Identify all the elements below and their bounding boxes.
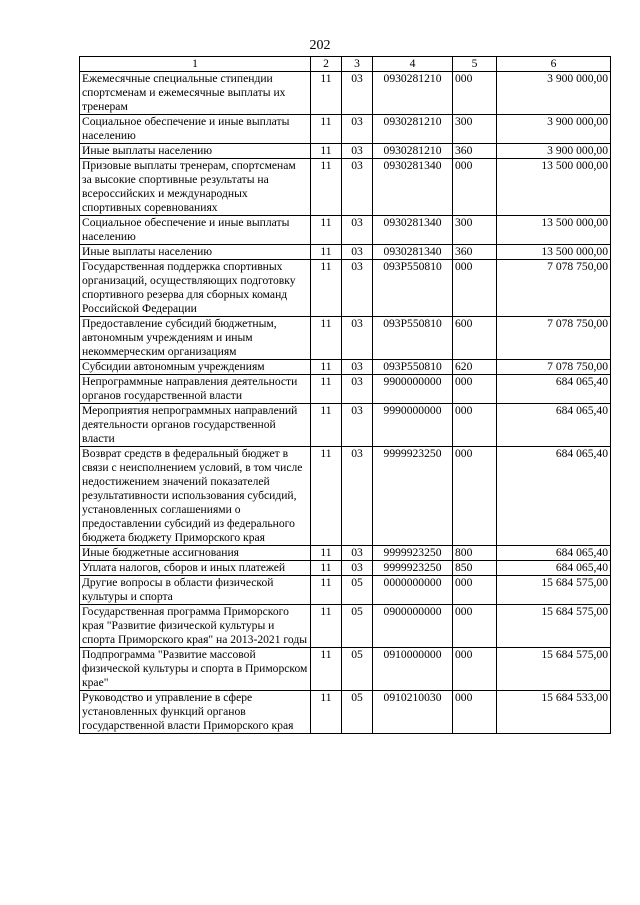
table-row xyxy=(80,360,611,375)
table-row xyxy=(80,72,611,115)
section-code: 11 xyxy=(311,216,342,245)
table-row xyxy=(80,546,611,561)
expense-type-code: 360 xyxy=(453,245,497,260)
subsection-code: 03 xyxy=(342,360,373,375)
section-code: 11 xyxy=(311,546,342,561)
row-name: Предоставление субсидий бюджетным, автономным учреждениям и иным некоммерческим организациям xyxy=(80,317,311,360)
subsection-code: 03 xyxy=(342,404,373,447)
column-header-6: 6 xyxy=(497,57,611,72)
amount: 13 500 000,00 xyxy=(497,216,611,245)
column-header-5: 5 xyxy=(453,57,497,72)
amount: 7 078 750,00 xyxy=(497,317,611,360)
amount: 7 078 750,00 xyxy=(497,260,611,317)
subsection-code: 03 xyxy=(342,245,373,260)
row-name: Уплата налогов, сборов и иных платежей xyxy=(80,561,311,576)
expense-type-code: 850 xyxy=(453,561,497,576)
target-article-code: 9900000000 xyxy=(373,375,453,404)
subsection-code: 05 xyxy=(342,605,373,648)
table-row xyxy=(80,144,611,159)
row-name: Иные выплаты населению xyxy=(80,245,311,260)
target-article-code: 9990000000 xyxy=(373,404,453,447)
row-name: Социальное обеспечение и иные выплаты населению xyxy=(80,115,311,144)
table-row xyxy=(80,605,611,648)
subsection-code: 05 xyxy=(342,648,373,691)
amount: 3 900 000,00 xyxy=(497,144,611,159)
row-name: Государственная программа Приморского края "Развитие физической культуры и спорта Приморского края" на 2013-2021 годы xyxy=(80,605,311,648)
section-code: 11 xyxy=(311,576,342,605)
target-article-code: 9999923250 xyxy=(373,546,453,561)
table-row xyxy=(80,648,611,691)
column-header-1: 1 xyxy=(80,57,311,72)
target-article-code: 9999923250 xyxy=(373,447,453,546)
table-row xyxy=(80,216,611,245)
amount: 684 065,40 xyxy=(497,404,611,447)
expense-type-code: 300 xyxy=(453,216,497,245)
target-article-code: 0930281340 xyxy=(373,245,453,260)
column-header-4: 4 xyxy=(373,57,453,72)
expense-type-code: 000 xyxy=(453,260,497,317)
section-code: 11 xyxy=(311,561,342,576)
expense-type-code: 000 xyxy=(453,404,497,447)
target-article-code: 093P550810 xyxy=(373,260,453,317)
amount: 684 065,40 xyxy=(497,375,611,404)
amount: 15 684 575,00 xyxy=(497,605,611,648)
row-name: Иные бюджетные ассигнования xyxy=(80,546,311,561)
section-code: 11 xyxy=(311,447,342,546)
amount: 684 065,40 xyxy=(497,447,611,546)
subsection-code: 03 xyxy=(342,159,373,216)
table-body xyxy=(80,57,611,734)
target-article-code: 0910000000 xyxy=(373,648,453,691)
column-header-3: 3 xyxy=(342,57,373,72)
column-header-2: 2 xyxy=(311,57,342,72)
subsection-code: 03 xyxy=(342,546,373,561)
row-name: Мероприятия непрограммных направлений деятельности органов государственной власти xyxy=(80,404,311,447)
target-article-code: 093P550810 xyxy=(373,317,453,360)
subsection-code: 03 xyxy=(342,375,373,404)
section-code: 11 xyxy=(311,260,342,317)
table-row xyxy=(80,375,611,404)
target-article-code: 0930281210 xyxy=(373,115,453,144)
table-row xyxy=(80,561,611,576)
row-name: Субсидии автономным учреждениям xyxy=(80,360,311,375)
expense-type-code: 000 xyxy=(453,605,497,648)
target-article-code: 0930281340 xyxy=(373,159,453,216)
expense-type-code: 800 xyxy=(453,546,497,561)
table-row xyxy=(80,159,611,216)
subsection-code: 03 xyxy=(342,561,373,576)
section-code: 11 xyxy=(311,159,342,216)
subsection-code: 05 xyxy=(342,691,373,734)
amount: 13 500 000,00 xyxy=(497,159,611,216)
section-code: 11 xyxy=(311,360,342,375)
expense-type-code: 000 xyxy=(453,576,497,605)
expense-type-code: 000 xyxy=(453,72,497,115)
expense-type-code: 000 xyxy=(453,648,497,691)
row-name: Социальное обеспечение и иные выплаты населению xyxy=(80,216,311,245)
budget-table xyxy=(79,56,611,734)
row-name: Руководство и управление в сфере установленных функций органов государственной власти Приморского края xyxy=(80,691,311,734)
header-row xyxy=(80,57,611,72)
section-code: 11 xyxy=(311,245,342,260)
subsection-code: 03 xyxy=(342,144,373,159)
row-name: Ежемесячные специальные стипендии спортсменам и ежемесячные выплаты их тренерам xyxy=(80,72,311,115)
expense-type-code: 000 xyxy=(453,447,497,546)
expense-type-code: 600 xyxy=(453,317,497,360)
page-number: 202 xyxy=(309,38,331,53)
table-row xyxy=(80,576,611,605)
subsection-code: 03 xyxy=(342,260,373,317)
table-row xyxy=(80,260,611,317)
section-code: 11 xyxy=(311,648,342,691)
amount: 3 900 000,00 xyxy=(497,72,611,115)
table-row xyxy=(80,245,611,260)
target-article-code: 9999923250 xyxy=(373,561,453,576)
section-code: 11 xyxy=(311,404,342,447)
target-article-code: 0930281210 xyxy=(373,72,453,115)
amount: 15 684 533,00 xyxy=(497,691,611,734)
subsection-code: 03 xyxy=(342,216,373,245)
amount: 7 078 750,00 xyxy=(497,360,611,375)
amount: 13 500 000,00 xyxy=(497,245,611,260)
target-article-code: 093P550810 xyxy=(373,360,453,375)
expense-type-code: 300 xyxy=(453,115,497,144)
row-name: Иные выплаты населению xyxy=(80,144,311,159)
target-article-code: 0930281340 xyxy=(373,216,453,245)
row-name: Другие вопросы в области физической культуры и спорта xyxy=(80,576,311,605)
table-row xyxy=(80,447,611,546)
table-row xyxy=(80,691,611,734)
target-article-code: 0900000000 xyxy=(373,605,453,648)
row-name: Возврат средств в федеральный бюджет в связи с неисполнением условий, в том числе недостижением значений показателей результативности использования субсидий, установленных соглашениями о предоставлении субсидий из федерального бюджета бюджету Приморского края xyxy=(80,447,311,546)
target-article-code: 0930281210 xyxy=(373,144,453,159)
target-article-code: 0910210030 xyxy=(373,691,453,734)
amount: 684 065,40 xyxy=(497,561,611,576)
row-name: Непрограммные направления деятельности органов государственной власти xyxy=(80,375,311,404)
table-row xyxy=(80,317,611,360)
expense-type-code: 000 xyxy=(453,159,497,216)
table-row xyxy=(80,404,611,447)
amount: 15 684 575,00 xyxy=(497,648,611,691)
section-code: 11 xyxy=(311,691,342,734)
section-code: 11 xyxy=(311,115,342,144)
expense-type-code: 000 xyxy=(453,375,497,404)
section-code: 11 xyxy=(311,605,342,648)
table-row xyxy=(80,115,611,144)
expense-type-code: 360 xyxy=(453,144,497,159)
subsection-code: 03 xyxy=(342,72,373,115)
subsection-code: 05 xyxy=(342,576,373,605)
subsection-code: 03 xyxy=(342,115,373,144)
amount: 3 900 000,00 xyxy=(497,115,611,144)
section-code: 11 xyxy=(311,317,342,360)
row-name: Призовые выплаты тренерам, спортсменам за высокие спортивные результаты на всероссийских и международных спортивных соревнованиях xyxy=(80,159,311,216)
expense-type-code: 620 xyxy=(453,360,497,375)
target-article-code: 0000000000 xyxy=(373,576,453,605)
amount: 684 065,40 xyxy=(497,546,611,561)
section-code: 11 xyxy=(311,144,342,159)
subsection-code: 03 xyxy=(342,317,373,360)
row-name: Государственная поддержка спортивных организаций, осуществляющих подготовку спортивного резерва для сборных команд Российской Федерации xyxy=(80,260,311,317)
section-code: 11 xyxy=(311,72,342,115)
expense-type-code: 000 xyxy=(453,691,497,734)
subsection-code: 03 xyxy=(342,447,373,546)
section-code: 11 xyxy=(311,375,342,404)
row-name: Подпрограмма "Развитие массовой физической культуры и спорта в Приморском крае" xyxy=(80,648,311,691)
amount: 15 684 575,00 xyxy=(497,576,611,605)
